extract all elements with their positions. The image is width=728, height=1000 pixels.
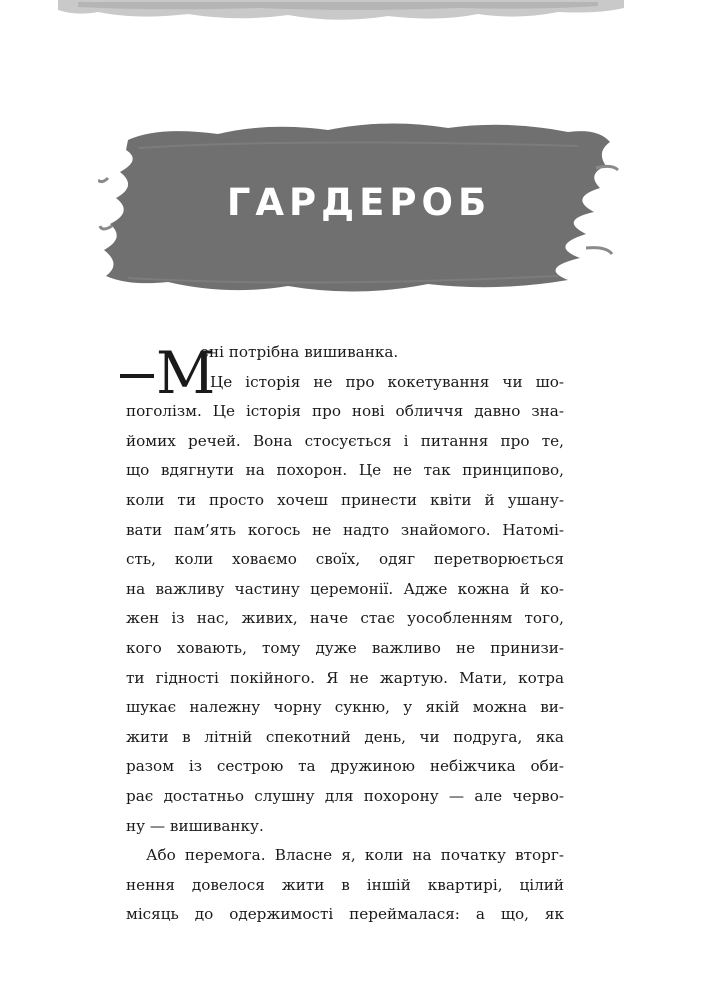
body-text <box>126 338 564 930</box>
text-line: рає достатньо слушну для похорону — але черво- <box>126 786 564 805</box>
text-line: на важливу частину церемонії. Адже кожна й ко- <box>126 579 564 598</box>
text-line: шукає належну чорну сукню, у якій можна ви- <box>126 698 564 717</box>
text-line: ну — вишиванку. <box>126 816 264 835</box>
text-line: разом із сестрою та дружиною небіжчика оби- <box>126 757 564 776</box>
text-line: Це історія не про кокетування чи шо- <box>210 372 564 391</box>
text-line: нення довелося жити в іншій квартирі, цілий <box>126 875 564 894</box>
text-line: йомих речей. Вона стосується і питання про те, <box>126 431 564 450</box>
text-line: ти гідності покійного. Я не жартую. Мати, котра <box>126 668 564 687</box>
text-line: жен із нас, живих, наче стає уособленням того, <box>126 609 564 628</box>
top-brush-strip <box>58 0 624 26</box>
chapter-title: ГАРДЕРОБ <box>226 181 492 224</box>
text-line: вати пам’ять когось не надто знайомого. Натомі- <box>126 520 564 539</box>
text-line: ені потрібна вишиванка. <box>200 343 399 361</box>
text-line: сть, коли ховаємо своїх, одяг перетворюється <box>126 550 564 569</box>
text-line: коли ти просто хочеш принести квіти й ушану- <box>126 490 564 509</box>
text-line: поголізм. Це історія про нові обличчя давно зна- <box>126 402 564 421</box>
drop-cap-letter: М <box>156 339 216 407</box>
text-line: жити в літній спекотний день, чи подруга, яка <box>126 727 564 746</box>
dialogue-dash <box>120 374 154 378</box>
text-line: Або перемога. Власне я, коли на початку вторг- <box>146 846 564 865</box>
text-line: що вдягнути на похорон. Це не так принципово, <box>126 461 564 480</box>
text-line: кого ховають, тому дуже важливо не принизи- <box>126 638 564 657</box>
text-line: місяць до одержимості переймалася: а що, як <box>126 905 564 924</box>
